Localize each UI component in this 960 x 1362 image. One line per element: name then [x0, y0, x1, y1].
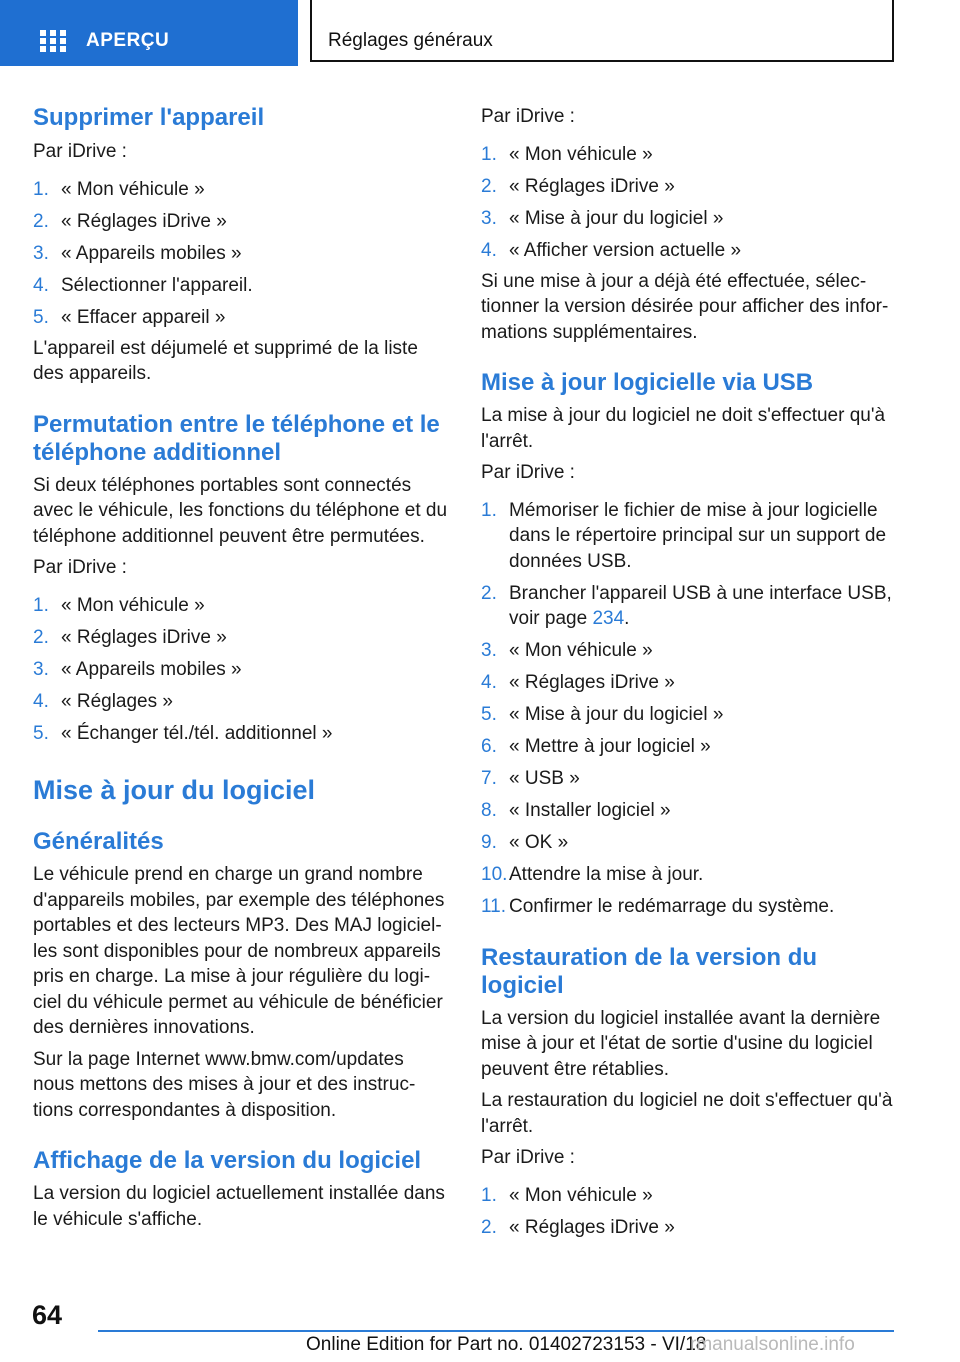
- text-line: les sont disponibles pour de nombreux appareils: [33, 940, 441, 962]
- heading-line: Permutation entre le téléphone et le: [33, 410, 440, 438]
- paragraph: Par iDrive :: [481, 106, 575, 127]
- list-number: 4.: [481, 672, 497, 693]
- list-text: Attendre la mise à jour.: [509, 864, 704, 885]
- list-text: « Mon véhicule »: [61, 594, 205, 616]
- list-item: [481, 238, 901, 264]
- list-text: « Appareils mobiles »: [61, 658, 242, 680]
- list-item: [481, 734, 901, 760]
- list-text: « Échanger tél./tél. additionnel »: [61, 722, 333, 744]
- list-number: 1.: [481, 1184, 497, 1206]
- list-item: [481, 702, 901, 728]
- list-text: « Mon véhicule »: [509, 1184, 653, 1206]
- list-number: 3.: [33, 658, 49, 680]
- list-number: 4.: [33, 690, 49, 712]
- text-line: tionner la version désirée pour afficher des infor-: [481, 296, 889, 317]
- heading-mise-a-jour-logiciel: Mise à jour du logiciel: [33, 775, 316, 805]
- text-line: mations supplémentaires.: [481, 321, 698, 343]
- text-line: La version du logiciel actuellement installée dans: [33, 1183, 445, 1204]
- heading-supprimer-appareil: Supprimer l'appareil: [33, 104, 265, 131]
- list-number: 2.: [481, 175, 497, 197]
- text-line: mise à jour et l'état de sortie d'usine du logiciel: [481, 1033, 873, 1054]
- list-text: « Mise à jour du logiciel »: [509, 704, 724, 725]
- paragraph: [33, 1181, 453, 1232]
- list-text: « Mettre à jour logiciel »: [509, 736, 711, 757]
- paragraph: [481, 269, 901, 346]
- list-item: [33, 273, 453, 299]
- text-line: portables et des lecteurs MP3. Des MAJ logiciel-: [33, 915, 442, 936]
- footer-edition: Online Edition for Part no. 01402723153 - VI/18: [306, 1334, 707, 1355]
- paragraph: [481, 403, 901, 454]
- paragraph: [481, 1088, 901, 1139]
- list-number: 6.: [481, 736, 497, 757]
- list-number: 4.: [33, 274, 49, 296]
- text-line: La restauration du logiciel ne doit s'effectuer qu'à: [481, 1090, 893, 1111]
- list-item: 1. Mémoriser le fichier de mise à jour logicielle dans le répertoire principal sur un support de données USB.: [481, 499, 887, 572]
- heading-mise-a-jour-usb: Mise à jour logicielle via USB: [481, 369, 814, 396]
- list-number: 1.: [481, 143, 497, 165]
- text-line: l'arrêt.: [481, 430, 534, 452]
- right-column: [481, 98, 901, 1247]
- text-line: des appareils.: [33, 363, 152, 384]
- footer-divider: [98, 1330, 894, 1332]
- list-number: 5.: [33, 306, 49, 328]
- text-line: tions correspondantes à disposition.: [33, 1099, 337, 1121]
- list-text: « Mon véhicule »: [61, 178, 205, 200]
- list-item: [33, 625, 453, 651]
- list-number: 3.: [33, 242, 49, 264]
- heading-generalites: Généralités: [33, 828, 164, 855]
- paragraph: Par iDrive :: [33, 557, 127, 578]
- text-line: ciel du véhicule permet au véhicule de bénéficier: [33, 991, 443, 1013]
- section-title: Réglages généraux: [328, 30, 493, 51]
- paragraph: [33, 473, 453, 550]
- list-item: [33, 721, 453, 747]
- text-line: l'arrêt.: [481, 1115, 534, 1137]
- list-item: 2. Brancher l'appareil USB à une interface USB, voir page 234.: [481, 582, 892, 629]
- page-link[interactable]: 234: [592, 608, 625, 629]
- list-item: [481, 670, 901, 696]
- list-number: 9.: [481, 832, 497, 853]
- heading-line: Restauration de la version du: [481, 943, 818, 971]
- list-number: 3.: [481, 207, 497, 229]
- text-line: le véhicule s'affiche.: [33, 1208, 203, 1230]
- text-line: Brancher l'appareil USB à une interface USB,: [509, 582, 892, 604]
- list-item: [33, 241, 453, 267]
- list-item: [481, 766, 901, 792]
- text-line: nous mettons des mises à jour et des instruc-: [33, 1074, 416, 1095]
- text-line: Mémoriser le fichier de mise à jour logicielle: [509, 499, 878, 521]
- list-text: « Afficher version actuelle »: [509, 239, 742, 261]
- list-number: 8.: [481, 800, 497, 821]
- steps-list: [481, 498, 901, 920]
- paragraph: [33, 336, 453, 387]
- list-number: 5.: [33, 722, 49, 744]
- text-line: La version du logiciel installée avant la dernière: [481, 1007, 881, 1029]
- list-text: « Appareils mobiles »: [61, 242, 242, 264]
- text-line: Si deux téléphones portables sont connectés: [33, 474, 412, 496]
- list-item: [481, 830, 901, 856]
- list-item: [33, 177, 453, 203]
- list-number: 11.: [481, 896, 507, 917]
- list-text: « Réglages iDrive »: [509, 1216, 675, 1238]
- steps-list: [33, 593, 453, 747]
- text-line: pris en charge. La mise à jour régulière du logi-: [33, 966, 431, 987]
- list-item: [481, 142, 901, 168]
- list-text: « Réglages »: [61, 690, 173, 712]
- heading-line: téléphone additionnel: [33, 438, 282, 466]
- list-number: 3.: [481, 640, 497, 661]
- list-item: [481, 894, 901, 920]
- list-item: [481, 862, 901, 888]
- text-line: des dernières innovations.: [33, 1017, 255, 1038]
- list-number: 2.: [33, 210, 49, 232]
- text-line: L'appareil est déjumelé et supprimé de la liste: [33, 337, 418, 359]
- apercu-button[interactable]: [0, 0, 298, 66]
- list-text: « USB »: [509, 768, 580, 789]
- list-number: 1.: [33, 178, 49, 200]
- list-text: « Installer logiciel »: [509, 800, 671, 821]
- list-text: « Réglages iDrive »: [509, 175, 675, 197]
- list-item: [481, 1183, 901, 1209]
- text-line: Si une mise à jour a déjà été effectuée, sélec-: [481, 270, 867, 292]
- watermark: rmanualsonline.info: [690, 1334, 855, 1355]
- list-text: « OK »: [509, 832, 569, 853]
- list-number: 10.: [481, 864, 508, 885]
- heading-permutation: [33, 411, 453, 467]
- paragraph: Par iDrive :: [481, 1147, 575, 1168]
- grid-menu-icon: [40, 30, 66, 52]
- steps-list: [481, 1183, 901, 1241]
- list-item: [481, 638, 901, 664]
- list-number: 2.: [481, 1216, 497, 1238]
- list-item: [481, 206, 901, 232]
- heading-line: logiciel: [481, 971, 564, 999]
- text-line: données USB.: [509, 550, 632, 572]
- list-number: 1.: [33, 594, 49, 616]
- text-line: La mise à jour du logiciel ne doit s'effectuer qu'à: [481, 405, 886, 426]
- heading-restauration: [481, 944, 901, 1000]
- heading-affichage-version: Affichage de la version du logiciel: [33, 1147, 422, 1174]
- list-text: « Réglages iDrive »: [61, 210, 227, 232]
- list-item: [33, 689, 453, 715]
- text-punct: .: [624, 608, 630, 629]
- list-item: [481, 798, 901, 824]
- list-item: [481, 174, 901, 200]
- text-line: avec le véhicule, les fonctions du téléphone et du: [33, 500, 448, 521]
- paragraph: Par iDrive :: [33, 141, 127, 162]
- page-number: 64: [32, 1300, 63, 1330]
- paragraph: [33, 862, 453, 1041]
- list-item: [33, 305, 453, 331]
- list-number: 7.: [481, 768, 497, 789]
- paragraph: [33, 1047, 453, 1124]
- left-column: [33, 98, 453, 1232]
- list-text: « Effacer appareil »: [61, 306, 226, 328]
- text-line: Le véhicule prend en charge un grand nombre: [33, 864, 423, 885]
- steps-list: [33, 177, 453, 331]
- list-item: [33, 593, 453, 619]
- list-item: [33, 209, 453, 235]
- paragraph: [481, 1006, 901, 1083]
- paragraph: Par iDrive :: [481, 462, 575, 483]
- text-line: peuvent être rétablies.: [481, 1058, 670, 1080]
- top-bar: [0, 0, 960, 66]
- list-text: « Réglages iDrive »: [509, 672, 675, 693]
- apercu-label: APERÇU: [86, 30, 170, 51]
- list-item: [33, 657, 453, 683]
- list-text: « Réglages iDrive »: [61, 626, 227, 648]
- text-line: voir page: [509, 608, 593, 629]
- steps-list: [481, 142, 901, 264]
- list-number: 2.: [33, 626, 49, 648]
- list-text: Sélectionner l'appareil.: [61, 274, 253, 296]
- section-header: [310, 0, 894, 62]
- list-number: 4.: [481, 239, 497, 261]
- text-line: téléphone additionnel peuvent être permutées.: [33, 525, 425, 547]
- text-line: Sur la page Internet www.bmw.com/updates: [33, 1048, 404, 1070]
- text-line: d'appareils mobiles, par exemple des téléphones: [33, 889, 445, 911]
- text-line: dans le répertoire principal sur un support de: [509, 525, 887, 546]
- list-text: « Mon véhicule »: [509, 640, 653, 661]
- list-text: « Mon véhicule »: [509, 143, 653, 165]
- list-item: [481, 1215, 901, 1241]
- list-text: Confirmer le redémarrage du système.: [509, 896, 835, 917]
- list-text: « Mise à jour du logiciel »: [509, 207, 724, 229]
- list-number: 5.: [481, 704, 497, 725]
